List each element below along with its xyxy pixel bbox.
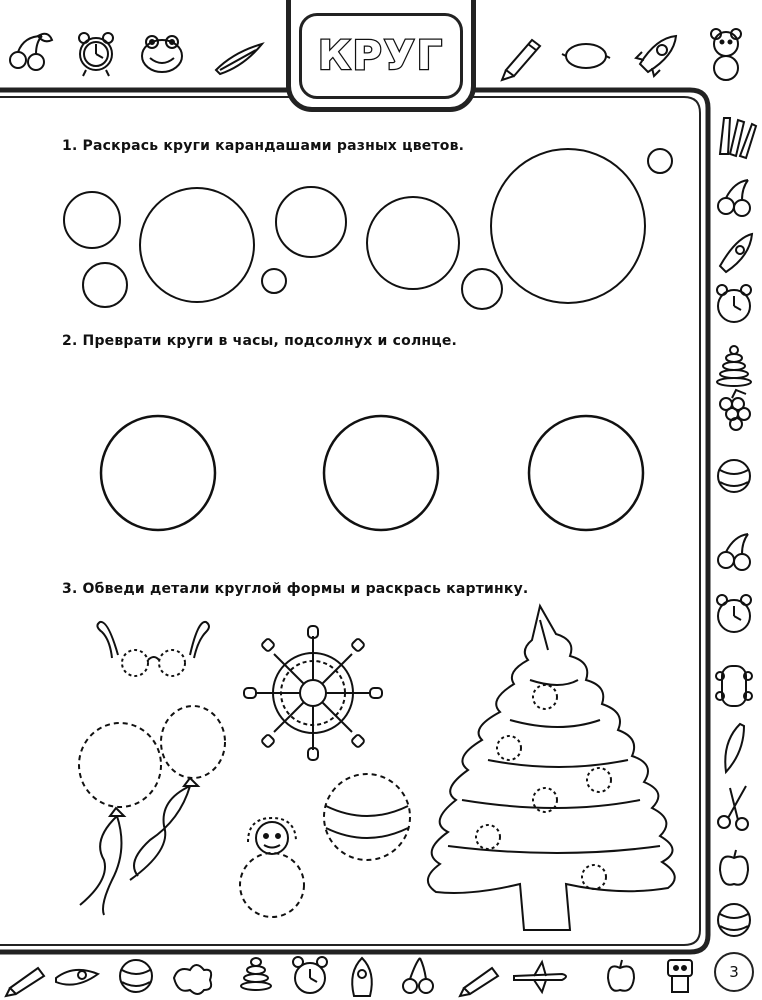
grapes-icon — [174, 965, 211, 994]
ball-icon — [718, 460, 750, 492]
pyramid-toy-icon — [241, 958, 271, 990]
cherries-icon — [718, 534, 750, 570]
pencil-icon — [6, 968, 44, 996]
alarm-clock-icon — [293, 957, 327, 993]
roly-poly-drawing — [240, 818, 304, 917]
balloon-outline[interactable] — [79, 723, 161, 807]
task-2-instruction: 2. Преврати круги в часы, подсолнух и солнце. — [62, 333, 458, 349]
pencils-icon — [720, 118, 756, 158]
grapes-icon — [720, 390, 750, 430]
tree-ornament[interactable] — [587, 768, 611, 792]
task-3-instruction: 3. Обведи детали круглой формы и раскрась картинку. — [62, 581, 529, 597]
rocket-icon — [352, 958, 372, 996]
page-title: КРУГ — [317, 33, 445, 79]
scissors-icon — [718, 786, 748, 830]
glasses-lens[interactable] — [159, 650, 185, 676]
alarm-clock-icon — [717, 285, 751, 322]
pyramid-toy-icon — [717, 346, 751, 386]
balloon-outline[interactable] — [161, 706, 225, 778]
rocket-icon — [56, 970, 98, 985]
ship-wheel-drawing — [244, 626, 382, 760]
bottom-icon-strip — [0, 952, 720, 1000]
banana-icon — [725, 724, 744, 772]
pencil-icon — [460, 968, 498, 996]
glasses-lens[interactable] — [122, 650, 148, 676]
teddy-bear-icon — [711, 29, 741, 80]
cherries-icon — [403, 958, 433, 993]
cherries-icon — [718, 180, 750, 216]
airplane-icon — [514, 962, 566, 992]
tree-ornament[interactable] — [582, 865, 606, 889]
tree-ornament[interactable] — [497, 736, 521, 760]
apple-icon — [720, 850, 748, 885]
tree-ornament[interactable] — [476, 825, 500, 849]
right-icon-strip — [708, 100, 762, 950]
car-icon — [716, 666, 752, 706]
rocket-icon — [720, 234, 752, 272]
ball-icon — [718, 904, 750, 936]
balloons-drawing — [79, 706, 225, 915]
task-1-instruction: 1. Раскрась круги карандашами разных цветов. — [62, 138, 465, 154]
tree-ornament[interactable] — [533, 685, 557, 709]
alarm-clock-icon — [717, 595, 751, 632]
ball-icon — [120, 960, 152, 992]
roly-poly-body[interactable] — [240, 853, 304, 917]
robot-icon — [668, 960, 692, 992]
ball-drawing — [324, 774, 410, 860]
glasses-drawing — [97, 622, 209, 676]
christmas-tree-drawing — [428, 606, 675, 930]
page-number: 3 — [714, 952, 754, 992]
